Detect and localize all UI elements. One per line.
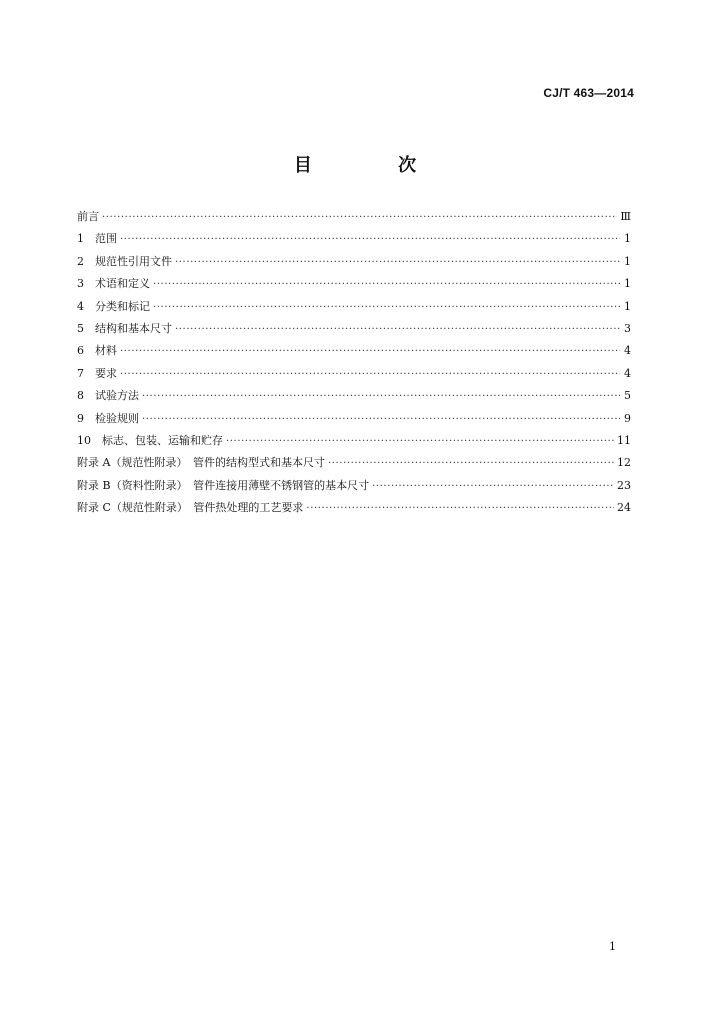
toc-entry-page: 3	[624, 321, 631, 335]
toc-entry-terms-definitions[interactable]	[77, 273, 631, 295]
toc-leader-dots	[153, 274, 620, 296]
toc-leader-dots	[306, 498, 614, 520]
toc-entry-materials[interactable]	[77, 340, 631, 362]
toc-entry-marking-packaging[interactable]	[77, 430, 631, 452]
standard-code: CJ/T 463—2014	[543, 86, 634, 100]
toc-leader-dots	[153, 297, 620, 319]
toc-entry-label: 2 规范性引用文件	[77, 254, 172, 268]
toc-entry-label: 10 标志、包装、运输和贮存	[77, 433, 223, 447]
toc-leader-dots	[120, 229, 620, 251]
toc-entry-page: 23	[617, 478, 631, 492]
toc-entry-test-methods[interactable]	[77, 385, 631, 407]
toc-entry-page: 4	[624, 366, 631, 380]
toc-leader-dots	[328, 453, 614, 475]
toc-entry-label: 3 术语和定义	[77, 277, 150, 291]
page-title: 目 次	[293, 155, 457, 176]
toc-entry-page: 1	[624, 299, 631, 313]
toc-leader-dots	[175, 319, 620, 341]
toc-entry-label: 附录 A（规范性附录） 管件的结构型式和基本尺寸	[77, 456, 325, 470]
toc-entry-label: 附录 B（资料性附录） 管件连接用薄壁不锈钢管的基本尺寸	[77, 478, 370, 492]
toc-entry-page: Ⅲ	[620, 210, 631, 223]
toc-entry-page: 1	[624, 232, 631, 246]
toc-entry-annex-c[interactable]	[77, 497, 631, 519]
toc-entry-classification-marking[interactable]	[77, 296, 631, 318]
toc-entry-label: 4 分类和标记	[77, 299, 150, 313]
toc-entry-page: 24	[617, 501, 631, 515]
toc-entry-label: 1 范围	[77, 232, 117, 246]
toc-entry-annex-a[interactable]	[77, 452, 631, 474]
toc-entry-foreword[interactable]	[77, 206, 631, 228]
toc-entry-page: 5	[624, 389, 631, 403]
toc-leader-dots	[372, 476, 614, 498]
toc-leader-dots	[226, 431, 614, 453]
table-of-contents	[77, 206, 631, 519]
toc-entry-label: 6 材料	[77, 344, 117, 358]
toc-leader-dots	[142, 409, 620, 431]
toc-entry-label: 前言	[77, 210, 99, 223]
page-number: 1	[609, 940, 616, 953]
toc-entry-label: 附录 C（规范性附录） 管件热处理的工艺要求	[77, 501, 304, 515]
toc-entry-page: 1	[624, 277, 631, 291]
toc-entry-label: 9 检验规则	[77, 411, 139, 425]
toc-entry-page: 11	[617, 433, 631, 447]
toc-entry-inspection-rules[interactable]	[77, 408, 631, 430]
toc-entry-page: 12	[617, 456, 631, 470]
toc-entry-scope[interactable]	[77, 228, 631, 250]
toc-leader-dots	[175, 252, 620, 274]
toc-entry-page: 4	[624, 344, 631, 358]
toc-entry-requirements[interactable]	[77, 363, 631, 385]
toc-entry-label: 5 结构和基本尺寸	[77, 321, 172, 335]
toc-entry-normative-references[interactable]	[77, 251, 631, 273]
toc-entry-annex-b[interactable]	[77, 475, 631, 497]
toc-leader-dots	[120, 341, 620, 363]
toc-entry-page: 1	[624, 254, 631, 268]
toc-leader-dots	[142, 386, 620, 408]
toc-entry-page: 9	[624, 411, 631, 425]
toc-entry-label: 8 试验方法	[77, 389, 139, 403]
toc-entry-structure-dimensions[interactable]	[77, 318, 631, 340]
toc-leader-dots	[120, 364, 620, 386]
toc-entry-label: 7 要求	[77, 366, 117, 380]
toc-leader-dots	[102, 207, 617, 229]
